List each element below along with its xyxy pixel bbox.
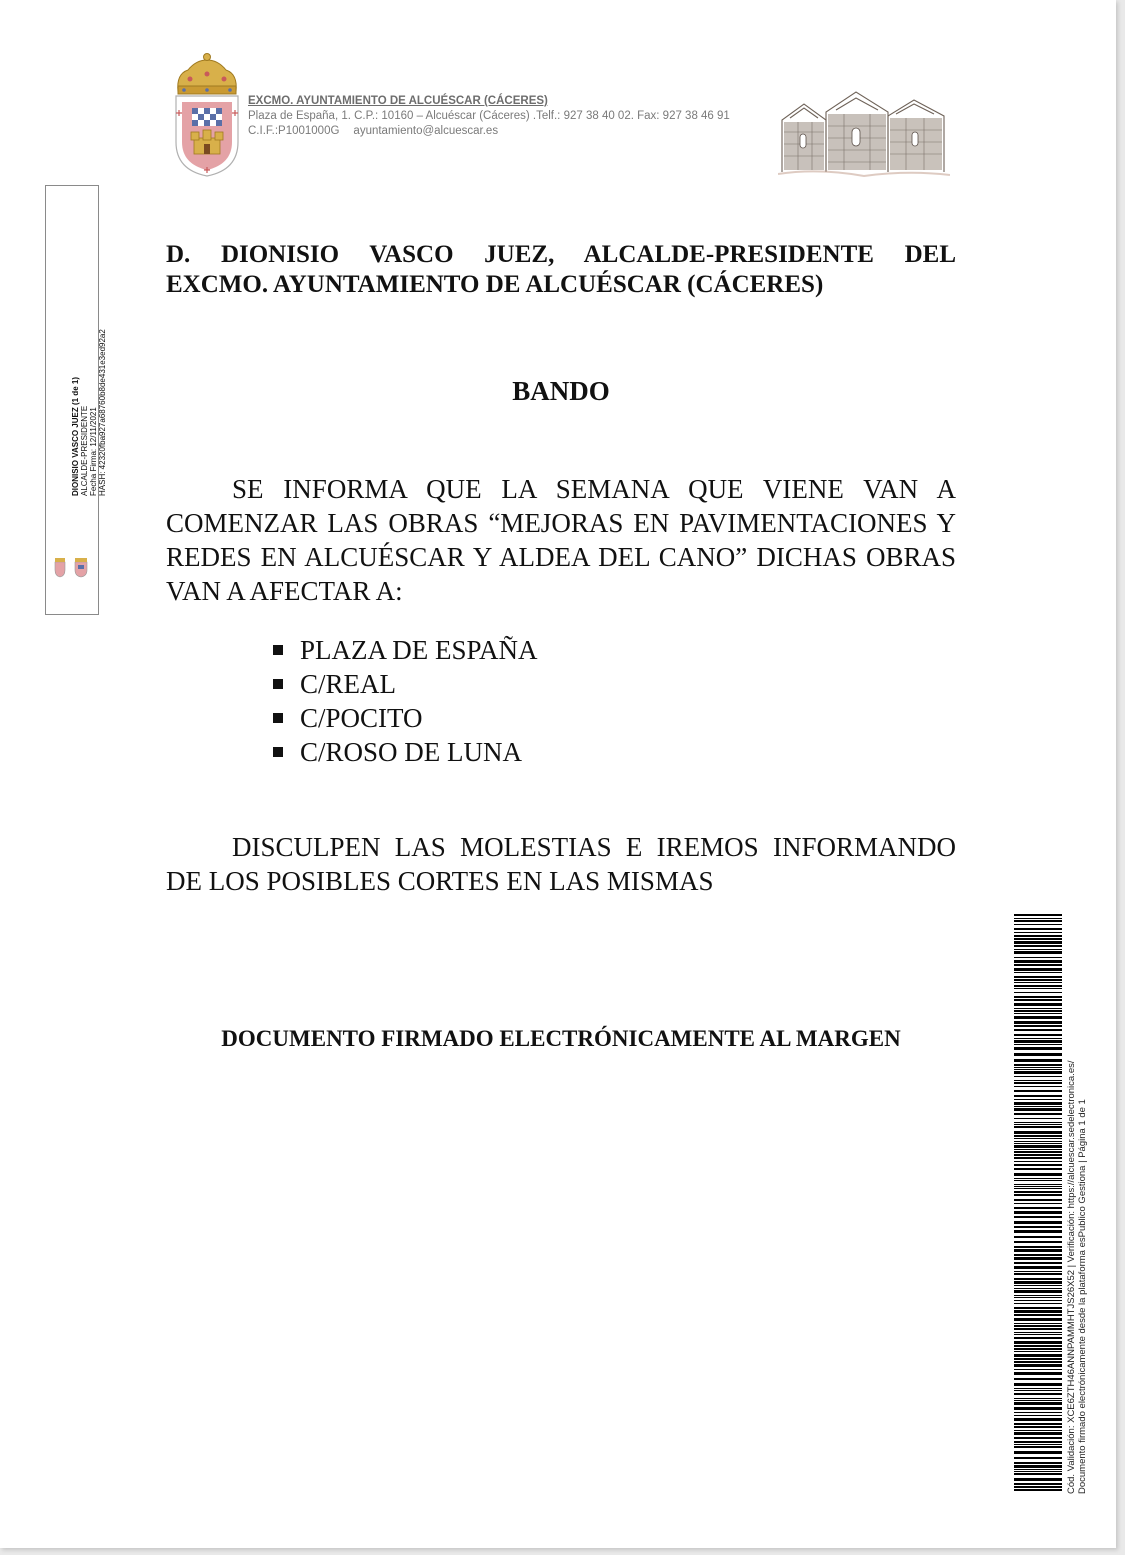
council-address: Plaza de España, 1. C.P.: 10160 – Alcuéscar (Cáceres) .Telf.: 927 38 40 02. Fax: 927 38 46 91 bbox=[248, 110, 730, 122]
list-item: PLAZA DE ESPAÑA bbox=[270, 633, 538, 667]
list-item: C/ROSO DE LUNA bbox=[270, 735, 538, 769]
announcement-paragraph: SE INFORMA QUE LA SEMANA QUE VIENE VAN A COMENZAR LAS OBRAS “MEJORAS EN PAVIMENTACIONES Y REDES EN ALCUÉSCAR Y ALDEA DEL CANO” DICHAS OBRAS VAN A AFECTAR A: bbox=[166, 474, 956, 606]
bullet-icon bbox=[273, 747, 283, 757]
signer-role: ALCALDE-PRESIDENTE bbox=[80, 405, 89, 496]
document-title: BANDO bbox=[512, 376, 610, 406]
list-item: C/REAL bbox=[270, 667, 538, 701]
signature-crest-icon bbox=[49, 556, 93, 578]
verification-text bbox=[1066, 974, 1088, 1494]
council-cif: C.I.F.:P1001000G bbox=[248, 125, 340, 137]
heading-line-2: EXCMO. AYUNTAMIENTO DE ALCUÉSCAR (CÁCERES) bbox=[166, 271, 824, 298]
coat-of-arms-logo bbox=[170, 52, 244, 178]
signer-name: DIONISIO VASCO JUEZ (1 de 1) bbox=[71, 377, 80, 496]
church-illustration bbox=[778, 82, 950, 178]
list-item: C/POCITO bbox=[270, 701, 538, 735]
council-email: ayuntamiento@alcuescar.es bbox=[353, 125, 499, 137]
letterhead bbox=[248, 94, 730, 139]
signature-hash: HASH: 42320fba927a68760b8de431e3ed92a2 bbox=[98, 329, 107, 496]
signed-note: DOCUMENTO FIRMADO ELECTRÓNICAMENTE AL MARGEN bbox=[221, 1026, 901, 1051]
bullet-icon bbox=[273, 679, 283, 689]
apology-paragraph: DISCULPEN LAS MOLESTIAS E IREMOS INFORMANDO DE LOS POSIBLES CORTES EN LAS MISMAS bbox=[166, 832, 956, 896]
verification-code: Cód. Validación: XCE6ZTH46ANNPAMMHTJS26X52 | Verificación: https://alcuescar.sedelectronica.es/ bbox=[1066, 1060, 1077, 1494]
bullet-icon bbox=[273, 645, 283, 655]
signature-text bbox=[71, 196, 107, 496]
verification-platform: Documento firmado electrónicamente desde la plataforma esPublico Gestiona | Página 1 de 1 bbox=[1077, 1099, 1088, 1494]
document-heading bbox=[166, 240, 956, 300]
signature-date: Fecha Firma: 12/11/2021 bbox=[89, 407, 98, 496]
affected-streets-list bbox=[270, 633, 538, 769]
bullet-icon bbox=[273, 713, 283, 723]
signature-box bbox=[45, 185, 107, 615]
barcode bbox=[1014, 914, 1062, 1492]
heading-line-1: D. DIONISIO VASCO JUEZ, ALCALDE-PRESIDENTE DEL bbox=[166, 241, 956, 268]
crown-icon bbox=[178, 54, 237, 95]
council-contact bbox=[248, 124, 730, 139]
council-name: EXCMO. AYUNTAMIENTO DE ALCUÉSCAR (CÁCERES) bbox=[248, 95, 548, 107]
